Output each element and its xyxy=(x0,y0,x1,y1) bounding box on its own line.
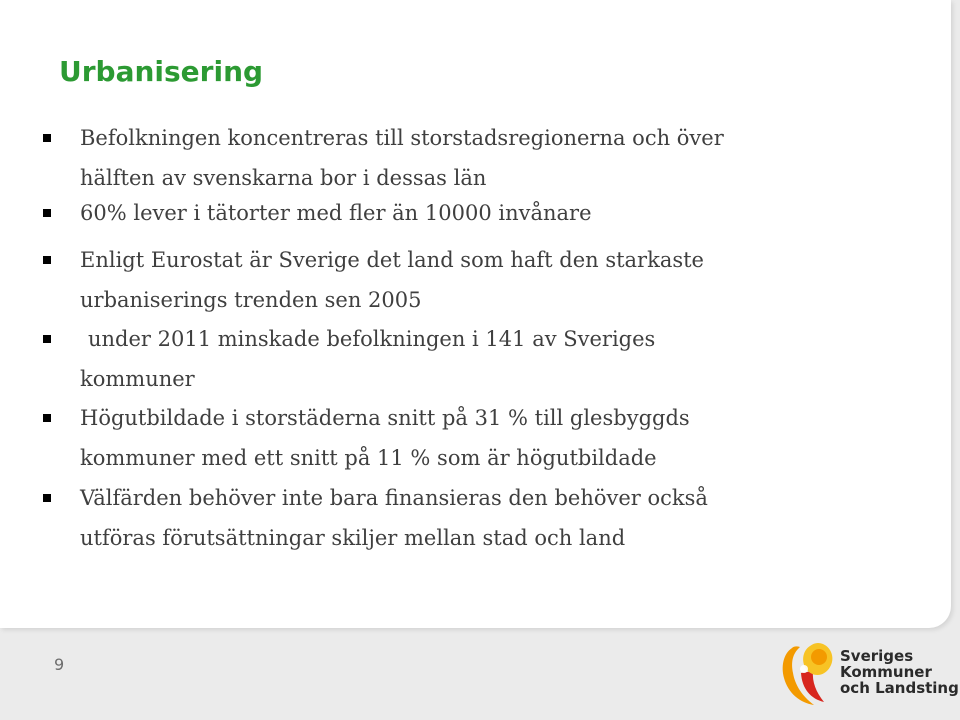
page-number: 9 xyxy=(54,655,65,674)
square-bullet-icon xyxy=(43,134,51,142)
bullet-line: kommuner xyxy=(80,367,195,391)
bullet-line: urbaniserings trenden sen 2005 xyxy=(80,288,422,312)
bullet-line: hälften av svenskarna bor i dessas län xyxy=(80,166,487,190)
bullet-line: Befolkningen koncentreras till storstadsregionerna och över xyxy=(80,126,724,150)
bullet-line: under 2011 minskade befolkningen i 141 av Sveriges xyxy=(88,327,656,351)
logo-wordmark xyxy=(840,648,959,696)
logo-line: och Landsting xyxy=(840,679,959,697)
bullet-text xyxy=(80,398,923,478)
square-bullet-icon xyxy=(43,494,51,502)
skl-emblem-icon xyxy=(778,636,840,708)
square-bullet-icon xyxy=(43,414,51,422)
bullet-item xyxy=(43,478,923,558)
bullet-line: Välfärden behöver inte bara finansieras den behöver också xyxy=(80,486,708,510)
logo-line: Sveriges xyxy=(840,647,914,665)
bullet-item xyxy=(43,398,923,478)
square-bullet-icon xyxy=(43,209,51,217)
slide-title: Urbanisering xyxy=(59,55,264,88)
bullet-text xyxy=(80,478,923,558)
bullet-item xyxy=(43,193,923,233)
bullet-text xyxy=(80,193,923,233)
logo-line: Kommuner xyxy=(840,663,932,681)
bullet-line: Enligt Eurostat är Sverige det land som haft den starkaste xyxy=(80,248,704,272)
bullet-line: 60% lever i tätorter med fler än 10000 invånare xyxy=(80,201,592,225)
bullet-text xyxy=(80,240,923,320)
bullet-item xyxy=(43,240,923,320)
square-bullet-icon xyxy=(43,335,51,343)
bullet-text xyxy=(80,319,923,399)
bullet-line: Högutbildade i storstäderna snitt på 31 % till glesbyggds xyxy=(80,406,690,430)
bullet-item xyxy=(43,118,923,198)
skl-logo xyxy=(778,636,959,708)
bullet-line: kommuner med ett snitt på 11 % som är högutbildade xyxy=(80,446,657,470)
bullet-line: utföras förutsättningar skiljer mellan stad och land xyxy=(80,526,626,550)
bullet-item xyxy=(43,319,923,399)
square-bullet-icon xyxy=(43,256,51,264)
bullet-text xyxy=(80,118,923,198)
